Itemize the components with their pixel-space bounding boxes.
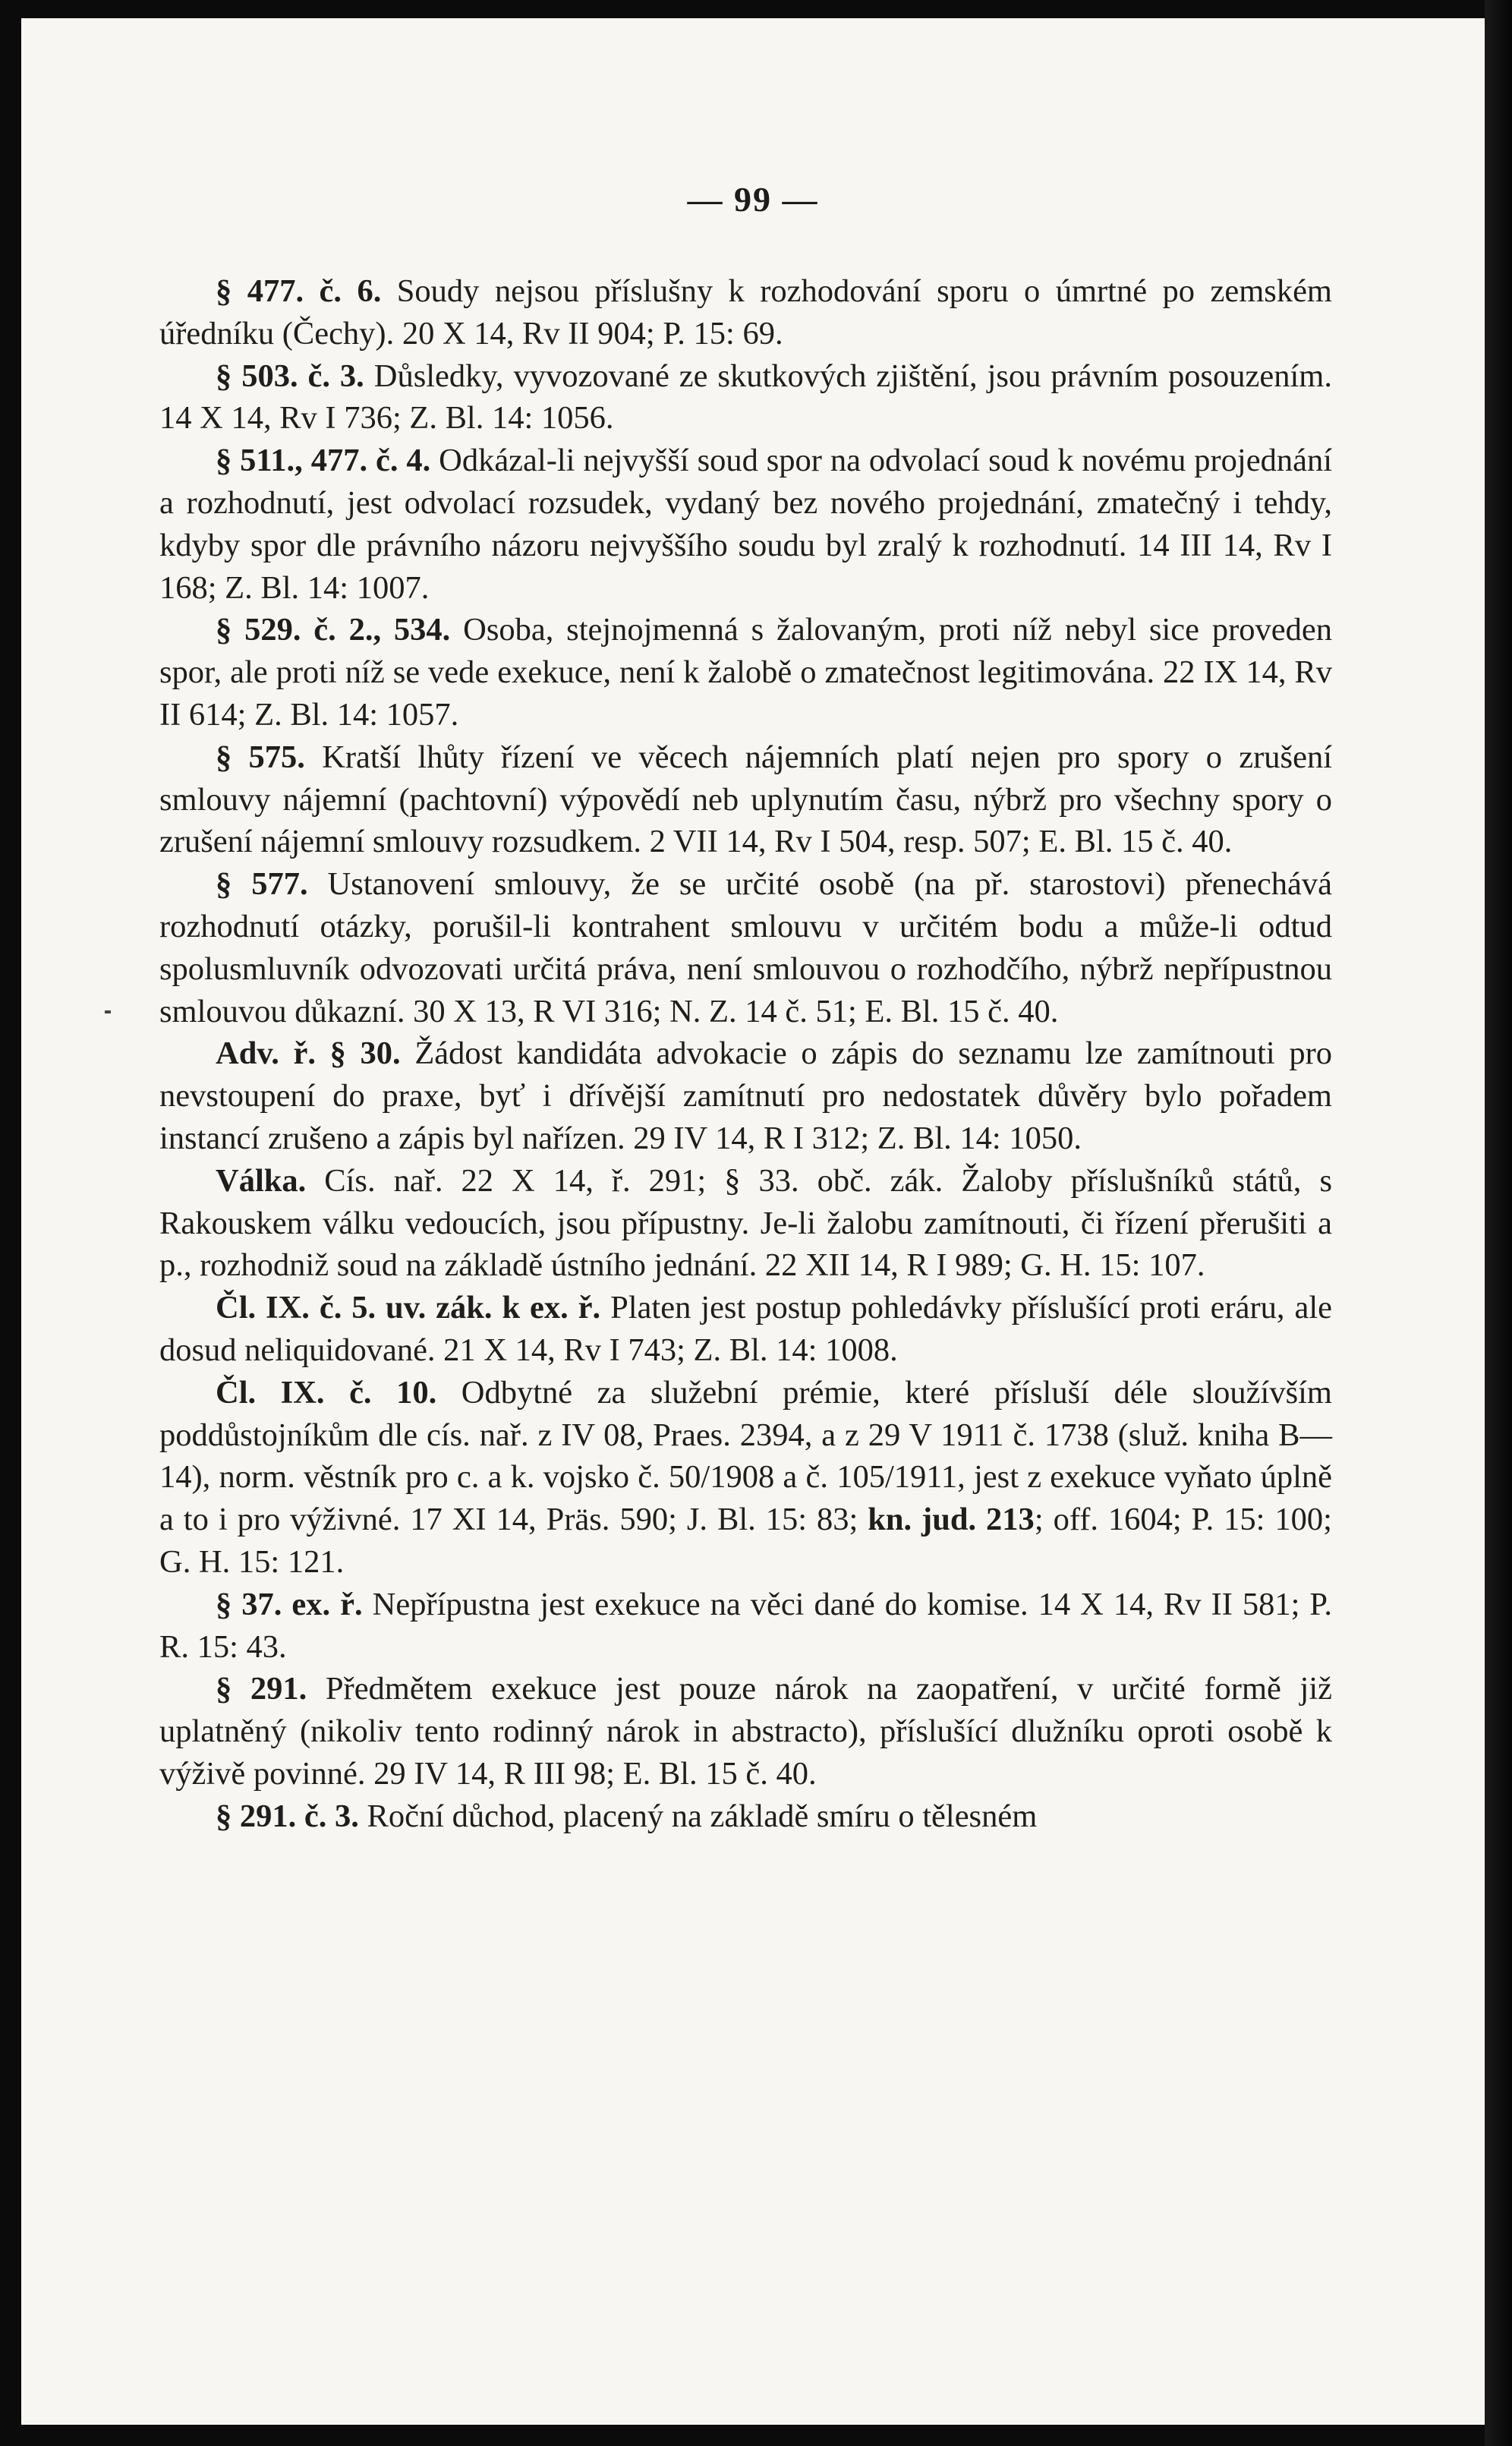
paragraph-529: [159, 609, 1332, 736]
paragraph-291-3: [159, 1795, 1332, 1838]
paragraph-text: Platen jest postup pohledávky příslušící proti eráru, ale dosud neliquidované. 21 X 14, Rv I 743; Z. Bl. 14: 1008.: [159, 1290, 1333, 1368]
paragraph-ref: § 477. č. 6.: [216, 273, 382, 309]
paragraph-text: Důsledky, vyvozované ze skutkových zjištění, jsou právním posouzením. 14 X 14, Rv I 736; Z. Bl. 14: 1056.: [159, 358, 1332, 437]
paragraph-ref: Adv. ř. § 30.: [216, 1035, 401, 1072]
paragraph-text: Ustanovení smlouvy, že se určité osobě (na př. starostovi) přenechává rozhodnutí otázky, porušil-li kontrahent smlouvu v určitém bodu a může-li odtud spolusmluvník odvozovati určitá práva, není smlouvou o rozhodčího, nýbrž nepřípustnou smlouvou důkazní. 30 X 13, R VI 316; N. Z. 14 č. 51; E. Bl. 15 č. 40.: [159, 866, 1332, 1029]
paragraph-text: Odkázal-li nejvyšší soud spor na odvolací soud k novému projednání a rozhodnutí, jest odvolací rozsudek, vydaný bez nového projednání, zmatečný i tehdy, kdyby spor dle právního názoru nejvyššího soudu byl zralý k rozhodnutí. 14 III 14, Rv I 168; Z. Bl. 14: 1007.: [159, 443, 1332, 606]
paragraph-text: Žádost kandidáta advokacie o zápis do seznamu lze zamítnouti pro nevstoupení do praxe, byť i dřívější zamítnutí pro nedostatek důvěry bylo pořadem instancí zrušeno a zápis byl nařízen. 29 IV 14, R I 312; Z. Bl. 14: 1050.: [159, 1035, 1332, 1156]
book-page: [21, 18, 1485, 2425]
paragraph-ref: § 291.: [216, 1671, 307, 1707]
page-number: — 99 —: [687, 180, 819, 219]
paragraph-valka: [159, 1160, 1332, 1287]
paragraph-37-ex: [159, 1584, 1332, 1669]
paragraph-adv-30: [159, 1032, 1332, 1159]
paragraph-cl-ix-10: [159, 1372, 1332, 1584]
paragraph-ref: § 575.: [216, 739, 305, 775]
paragraph-bold-citation: kn. jud. 213: [858, 1502, 1035, 1538]
paragraph-text: Odbytné za služební prémie, které přísluší déle sloužívším poddůstojníkům dle cís. nař. z IV 08, Praes. 2394, a z 29 V 1911 č. 1738 (služ. kniha B—14), norm. věstník pro c. a k. vojsko č. 50/1908 a č. 105/1911, jest z exekuce vyňato úplně a to i pro výživné. 17 XI 14, Präs. 590; J. Bl. 15: 83;: [159, 1374, 1332, 1538]
paragraph-ref: Čl. IX. č. 5. uv. zák. k ex. ř.: [216, 1290, 601, 1326]
paragraph-ref: § 529. č. 2., 534.: [216, 612, 451, 648]
paragraph-ref: § 577.: [216, 866, 308, 903]
scan-edge-strip: [1485, 0, 1512, 2446]
paragraph-291: [159, 1668, 1332, 1795]
paragraph-477: [159, 270, 1332, 355]
paragraph-ref: § 291. č. 3.: [216, 1798, 359, 1834]
paragraph-ref: Čl. IX. č. 10.: [216, 1374, 437, 1411]
paragraph-text-tail: ; off. 1604; P. 15: 100; G. H. 15: 121.: [159, 1502, 1332, 1580]
paragraph-text: Kratší lhůty řízení ve věcech nájemních platí nejen pro spory o zrušení smlouvy nájemní (pachtovní) výpovědí neb uplynutím času, nýbrž pro všechny spory o zrušení nájemní smlouvy rozsudkem. 2 VII 14, Rv I 504, resp. 507; E. Bl. 15 č. 40.: [159, 739, 1333, 860]
paragraph-503: [159, 355, 1332, 440]
paragraph-577: [159, 863, 1332, 1032]
margin-mark: [105, 1010, 111, 1013]
paragraph-text: Nepřípustna jest exekuce na věci dané do komise. 14 X 14, Rv II 581; P. R. 15: 43.: [159, 1586, 1332, 1665]
paragraph-ref: § 37. ex. ř.: [216, 1586, 363, 1622]
paragraph-511: [159, 440, 1332, 609]
body-text: [159, 270, 1332, 1837]
paragraph-ref: Válka.: [216, 1162, 307, 1199]
paragraph-text: Osoba, stejnojmenná s žalovaným, proti níž nebyl sice proveden spor, ale proti níž se vede exekuce, není k žalobě o zmatečnost legitimována. 22 IX 14, Rv II 614; Z. Bl. 14: 1057.: [159, 612, 1332, 733]
paragraph-text: Cís. nař. 22 X 14, ř. 291; § 33. obč. zák. Žaloby příslušníků států, s Rakouskem válku vedoucích, jsou přípustny. Je-li žalobu zamítnouti, či řízení přerušiti a p., rozhodniž soud na základě ústního jednání. 22 XII 14, R I 989; G. H. 15: 107.: [159, 1162, 1332, 1284]
paragraph-cl-ix-5: [159, 1287, 1332, 1372]
paragraph-text: Roční důchod, placený na základě smíru o tělesném: [358, 1798, 1038, 1834]
paragraph-text: Předmětem exekuce jest pouze nárok na zaopatření, v určité formě již uplatněný (nikoliv tento rodinný nárok in abstracto), příslušící dlužníku oproti osobě k výživě povinné. 29 IV 14, R III 98; E. Bl. 15 č. 40.: [159, 1671, 1332, 1792]
paragraph-575: [159, 736, 1332, 863]
paragraph-ref: § 511., 477. č. 4.: [216, 443, 431, 479]
paragraph-text: Soudy nejsou příslušny k rozhodování sporu o úmrtné po zemském úředníku (Čechy). 20 X 14, Rv II 904; P. 15: 69.: [159, 273, 1332, 351]
paragraph-ref: § 503. č. 3.: [216, 358, 364, 394]
